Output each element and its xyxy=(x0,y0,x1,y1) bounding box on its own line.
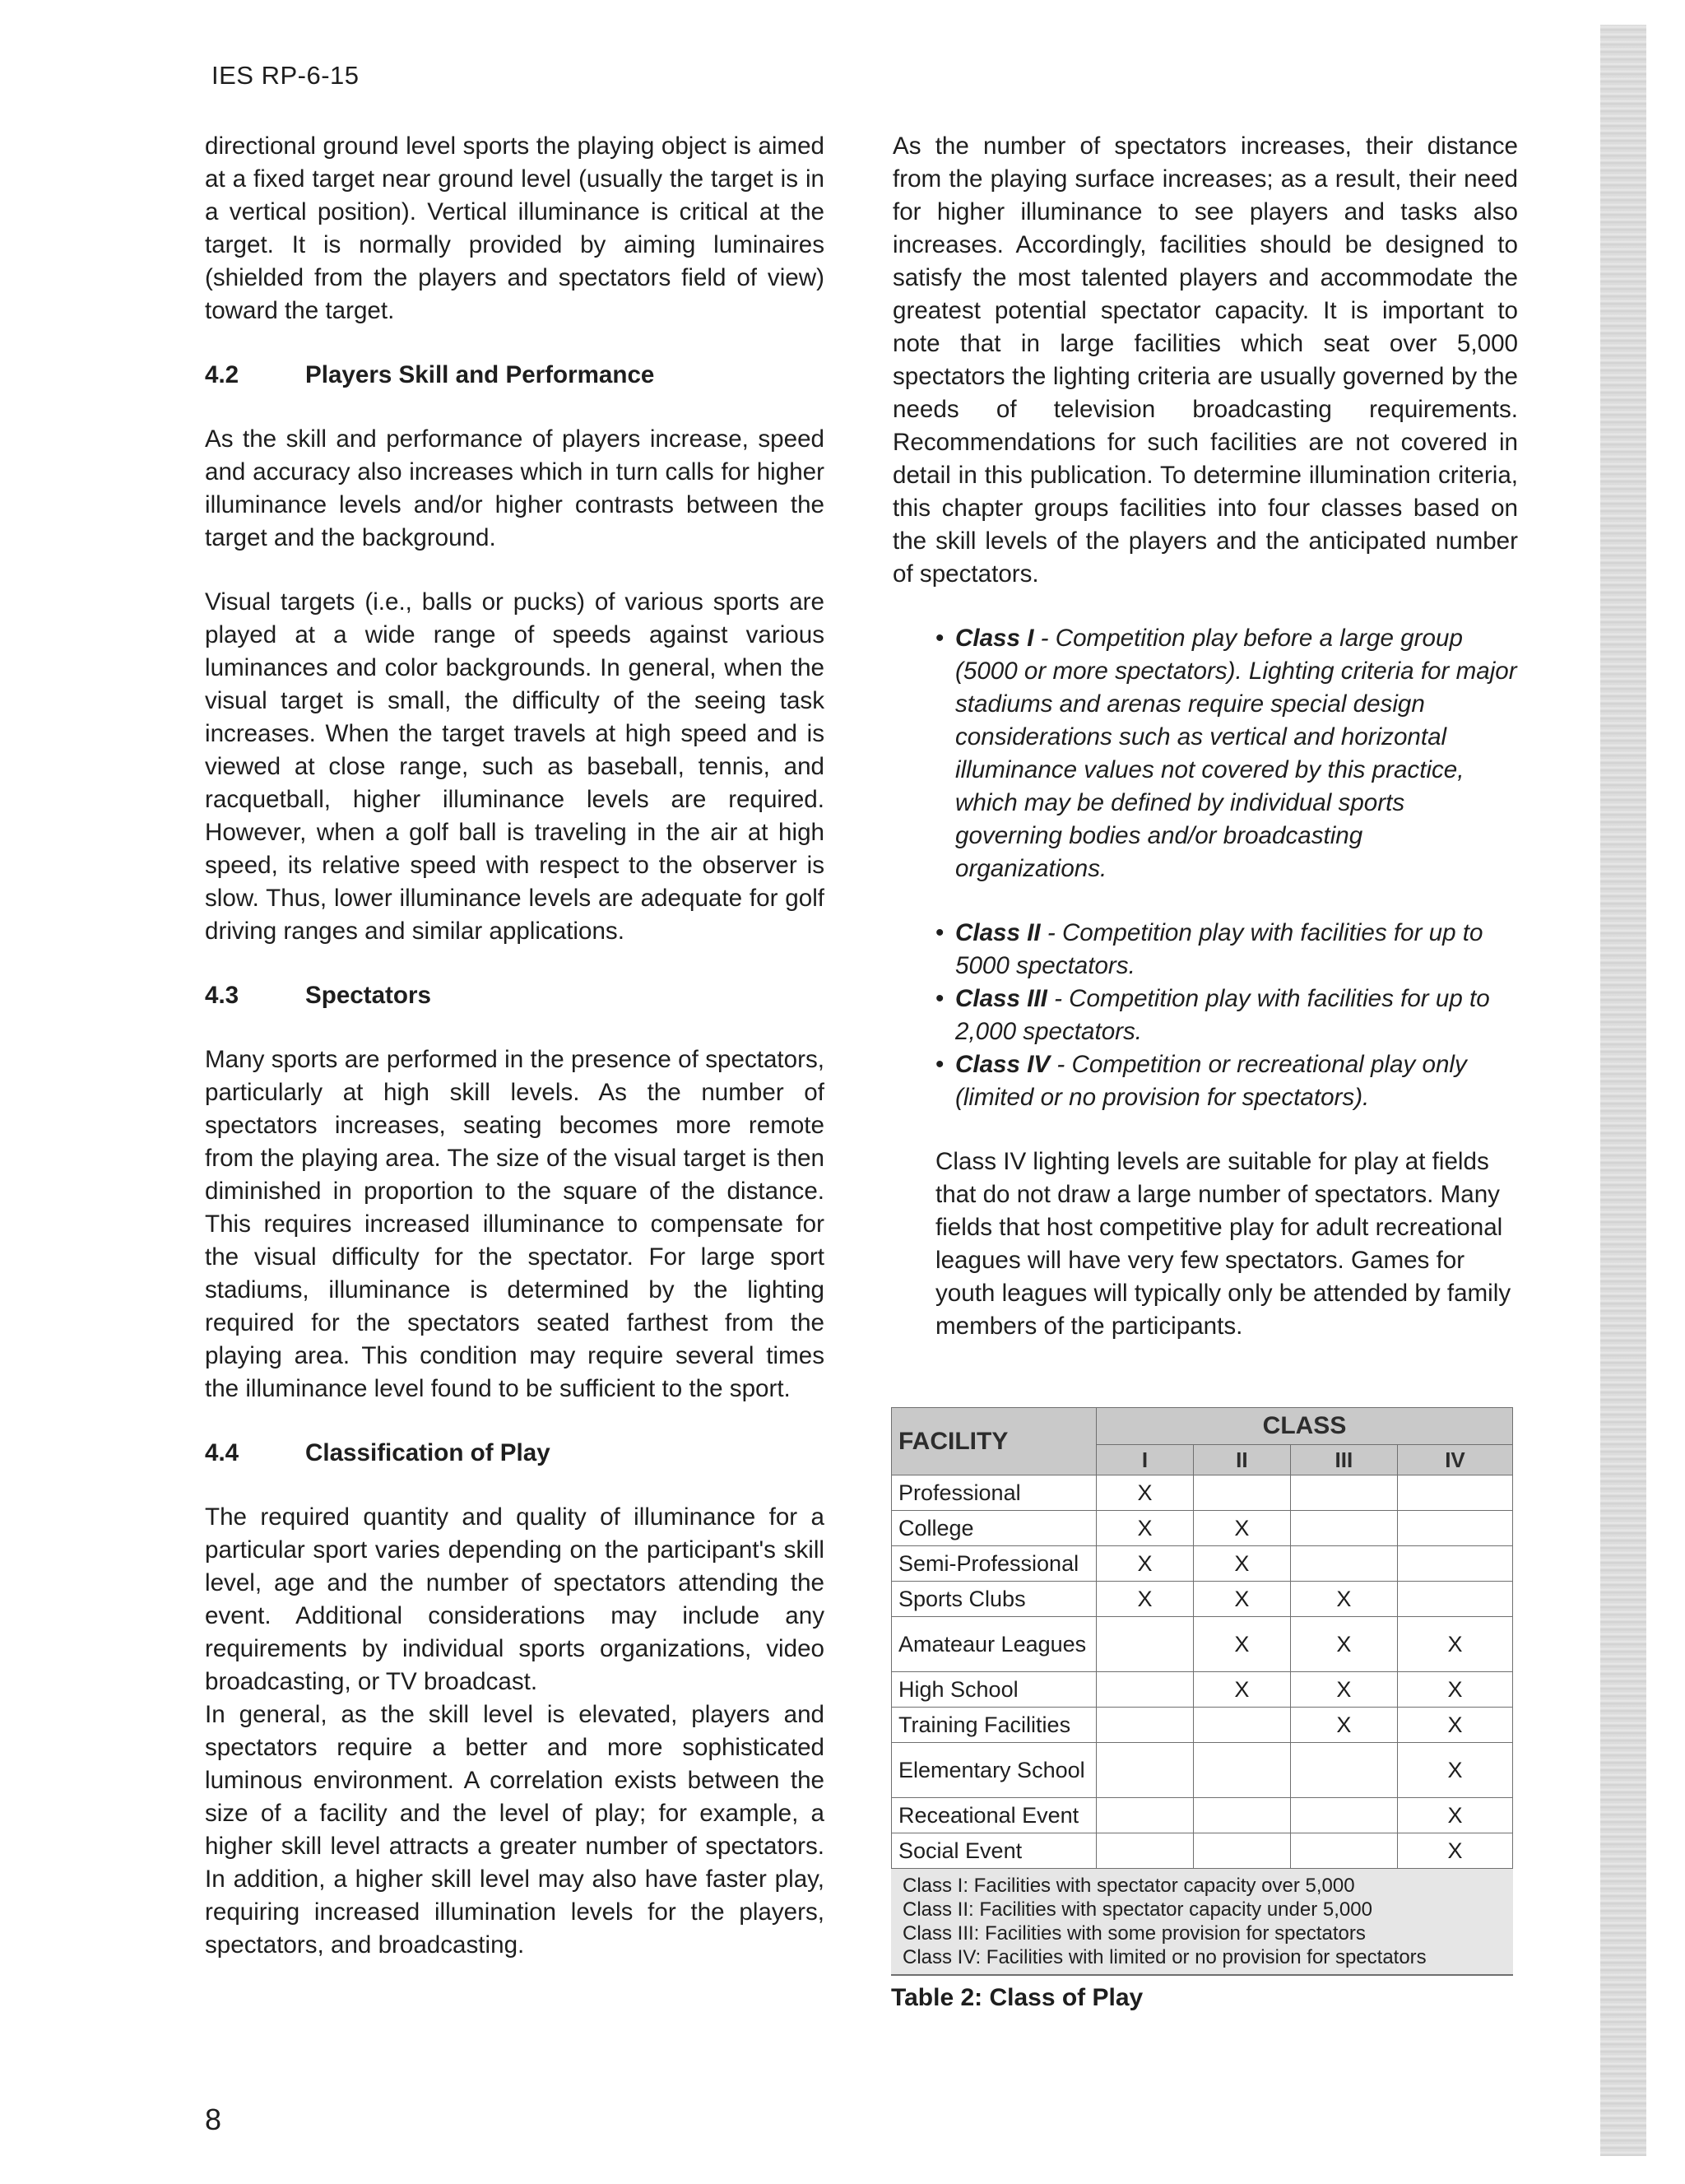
classification-paragraph-2: In general, as the skill level is elevated, players and spectators require a better and more sophisticated luminous environment. A correlation exists between the size of a facility and the level of play; for example, a higher skill level attracts a greater number of spectators. In addition, a higher skill level may also have faster play, requiring increased illumination levels for the players, spectators, and broadcasting. xyxy=(205,1701,824,1959)
facility-cell: Elementary School xyxy=(892,1743,1097,1798)
class-mark-cell: X xyxy=(1397,1708,1512,1743)
section-title: Classification of Play xyxy=(305,1439,550,1466)
section-4-4-heading xyxy=(205,1437,824,1470)
class-mark-cell: X xyxy=(1397,1743,1512,1798)
class-mark-cell xyxy=(1097,1708,1194,1743)
class-mark-cell: X xyxy=(1193,1582,1290,1617)
section-4-3-heading xyxy=(205,979,824,1012)
class-list-item xyxy=(935,917,1518,983)
class-label: Class II xyxy=(955,919,1041,946)
class-mark-cell xyxy=(1397,1582,1512,1617)
legend-line: Class III: Facilities with some provision for spectators xyxy=(903,1922,1366,1945)
class-mark-cell xyxy=(1290,1798,1397,1833)
class-mark-cell: X xyxy=(1193,1617,1290,1672)
class-label: Class I xyxy=(955,625,1034,652)
facility-header: FACILITY xyxy=(892,1408,1097,1475)
class-mark-cell: X xyxy=(1290,1708,1397,1743)
section-number: 4.4 xyxy=(205,1439,239,1466)
table-row xyxy=(892,1582,1513,1617)
document-code: IES RP-6-15 xyxy=(211,61,360,90)
section-4-2-heading xyxy=(205,359,824,392)
class-mark-cell: X xyxy=(1193,1511,1290,1546)
class-mark-cell xyxy=(1290,1475,1397,1511)
class-mark-cell: X xyxy=(1397,1798,1512,1833)
legend-line: Class I: Facilities with spectator capacity over 5,000 xyxy=(903,1875,1355,1897)
class-column-header: III xyxy=(1290,1445,1397,1475)
facility-cell: Professional xyxy=(892,1475,1097,1511)
legend-line: Class II: Facilities with spectator capacity under 5,000 xyxy=(903,1898,1372,1921)
class-mark-cell xyxy=(1397,1475,1512,1511)
table-row xyxy=(892,1475,1513,1511)
class-description: - Competition or recreational play only (limited or no provision for spectators). xyxy=(955,1051,1467,1111)
section-title: Spectators xyxy=(305,982,431,1009)
class-column-header: II xyxy=(1193,1445,1290,1475)
table-row xyxy=(892,1511,1513,1546)
class-mark-cell: X xyxy=(1097,1475,1194,1511)
class-mark-cell: X xyxy=(1193,1546,1290,1582)
class-mark-cell: X xyxy=(1397,1672,1512,1708)
class-column-header: I xyxy=(1097,1445,1194,1475)
page-number: 8 xyxy=(205,2103,222,2136)
table-row xyxy=(892,1546,1513,1582)
spectators-paragraph: Many sports are performed in the presence of spectators, particularly at high skill levels. As the number of spectators increases, seating becomes more remote from the playing area. The size of the visual target is then diminished in proportion to the square of the distance. This requires increased illuminance to compensate for the visual difficulty for the spectator. For large sport stadiums, illuminance is determined by the lighting required for the spectators seated farthest from the playing area. This condition may require several times the illuminance level found to be sufficient to the sport. xyxy=(205,1046,824,1402)
table-row xyxy=(892,1798,1513,1833)
class-mark-cell xyxy=(1397,1511,1512,1546)
table-row xyxy=(892,1617,1513,1672)
class-mark-cell xyxy=(1290,1833,1397,1869)
class-column-header: IV xyxy=(1397,1445,1512,1475)
table-row xyxy=(892,1833,1513,1869)
class-list-item xyxy=(935,1048,1518,1114)
class-description: - Competition play with facilities for up to 5000 spectators. xyxy=(955,919,1483,979)
left-column xyxy=(205,130,824,1962)
section-number: 4.2 xyxy=(205,361,239,388)
class-mark-cell xyxy=(1097,1798,1194,1833)
class-mark-cell xyxy=(1397,1546,1512,1582)
class-mark-cell: X xyxy=(1193,1672,1290,1708)
facility-cell: Training Facilities xyxy=(892,1708,1097,1743)
class-mark-cell xyxy=(1193,1708,1290,1743)
spectator-distance-paragraph: As the number of spectators increases, their distance from the playing surface increases; as a result, their need for higher illuminance to see players and tasks also increases. Accordingly, facilities should be designed to satisfy the most talented players and accommodate the greatest potential spectator capacity. It is important to note that in large facilities which seat over 5,000 spectators the lighting criteria are usually governed by the needs of television broadcasting requirements. Recommendations for such facilities are not covered in detail in this publication. To determine illumination criteria, this chapter groups facilities into four classes based on the skill levels of the players and the anticipated number of spectators. xyxy=(893,132,1518,588)
class-mark-cell: X xyxy=(1290,1617,1397,1672)
section-number: 4.3 xyxy=(205,982,239,1009)
facility-cell: Amateaur Leagues xyxy=(892,1617,1097,1672)
skill-paragraph-1: As the skill and performance of players increase, speed and accuracy also increases which in turn calls for higher illuminance levels and/or higher contrasts between the target and the background. xyxy=(205,425,824,551)
class-mark-cell: X xyxy=(1290,1672,1397,1708)
class-mark-cell xyxy=(1097,1672,1194,1708)
class-mark-cell: X xyxy=(1097,1546,1194,1582)
class-mark-cell: X xyxy=(1397,1833,1512,1869)
facility-cell: Sports Clubs xyxy=(892,1582,1097,1617)
scan-edge-shading xyxy=(1600,25,1646,2156)
class-label: Class IV xyxy=(955,1051,1051,1078)
facility-cell: Social Event xyxy=(892,1833,1097,1869)
class-header: CLASS xyxy=(1097,1408,1513,1445)
class-description: - Competition play before a large group (5000 or more spectators). Lighting criteria for major stadiums and arenas require special design considerations such as vertical and horizontal illuminance values not covered by this practice, which may be defined by individual sports governing bodies and/or broadcasting organizations. xyxy=(955,625,1517,882)
class-mark-cell xyxy=(1097,1743,1194,1798)
class-mark-cell: X xyxy=(1097,1582,1194,1617)
class-mark-cell: X xyxy=(1397,1617,1512,1672)
class-list xyxy=(893,622,1518,1114)
class-mark-cell xyxy=(1193,1833,1290,1869)
class-mark-cell xyxy=(1097,1833,1194,1869)
class-of-play-table-block xyxy=(891,1407,1513,2012)
class-description: - Competition play with facilities for up to 2,000 spectators. xyxy=(955,985,1490,1045)
section-title: Players Skill and Performance xyxy=(305,361,655,388)
class-mark-cell xyxy=(1290,1511,1397,1546)
skill-paragraph-2: Visual targets (i.e., balls or pucks) of various sports are played at a wide range of speeds against various luminances and color backgrounds. In general, when the visual target is small, the difficulty of the seeing task increases. When the target travels at high speed and is viewed at close range, such as baseball, tennis, and racquetball, higher illuminance levels are required. However, when a golf ball is traveling in the air at high speed, its relative speed with respect to the observer is slow. Thus, lower illuminance levels are adequate for golf driving ranges and similar applications. xyxy=(205,588,824,945)
table-row xyxy=(892,1672,1513,1708)
intro-paragraph: directional ground level sports the playing object is aimed at a fixed target near ground level (usually the target is in a vertical position). Vertical illuminance is critical at the target. It is normally provided by aiming luminaires (shielded from the players and spectators field of view) toward the target. xyxy=(205,132,824,324)
classification-paragraph-1: The required quantity and quality of illuminance for a particular sport varies depending on the participant's skill level, age and the number of spectators attending the event. Additional considerations may include any requirements by individual sports organizations, video broadcasting, or TV broadcast. xyxy=(205,1503,824,1695)
class-label: Class III xyxy=(955,985,1047,1012)
class-mark-cell: X xyxy=(1097,1511,1194,1546)
facility-cell: Semi-Professional xyxy=(892,1546,1097,1582)
table-row xyxy=(892,1708,1513,1743)
class-mark-cell: X xyxy=(1290,1582,1397,1617)
legend-line: Class IV: Facilities with limited or no provision for spectators xyxy=(903,1946,1427,1968)
class-of-play-table xyxy=(891,1407,1513,1869)
class-mark-cell xyxy=(1290,1546,1397,1582)
class-list-item xyxy=(935,622,1518,885)
right-column xyxy=(893,130,1518,1343)
class-mark-cell xyxy=(1193,1743,1290,1798)
class-iv-note: Class IV lighting levels are suitable for play at fields that do not draw a large number of spectators. Many fields that host competitive play for adult recreational leagues will have very few spectators. Games for youth leagues will typically only be attended by family members of the participants. xyxy=(935,1148,1511,1340)
class-list-item xyxy=(935,983,1518,1048)
class-mark-cell xyxy=(1290,1743,1397,1798)
table-caption: Table 2: Class of Play xyxy=(891,1984,1144,2011)
class-mark-cell xyxy=(1097,1617,1194,1672)
class-mark-cell xyxy=(1193,1475,1290,1511)
facility-cell: College xyxy=(892,1511,1097,1546)
facility-cell: Receational Event xyxy=(892,1798,1097,1833)
class-mark-cell xyxy=(1193,1798,1290,1833)
table-row xyxy=(892,1743,1513,1798)
table-legend xyxy=(891,1869,1513,1976)
facility-cell: High School xyxy=(892,1672,1097,1708)
